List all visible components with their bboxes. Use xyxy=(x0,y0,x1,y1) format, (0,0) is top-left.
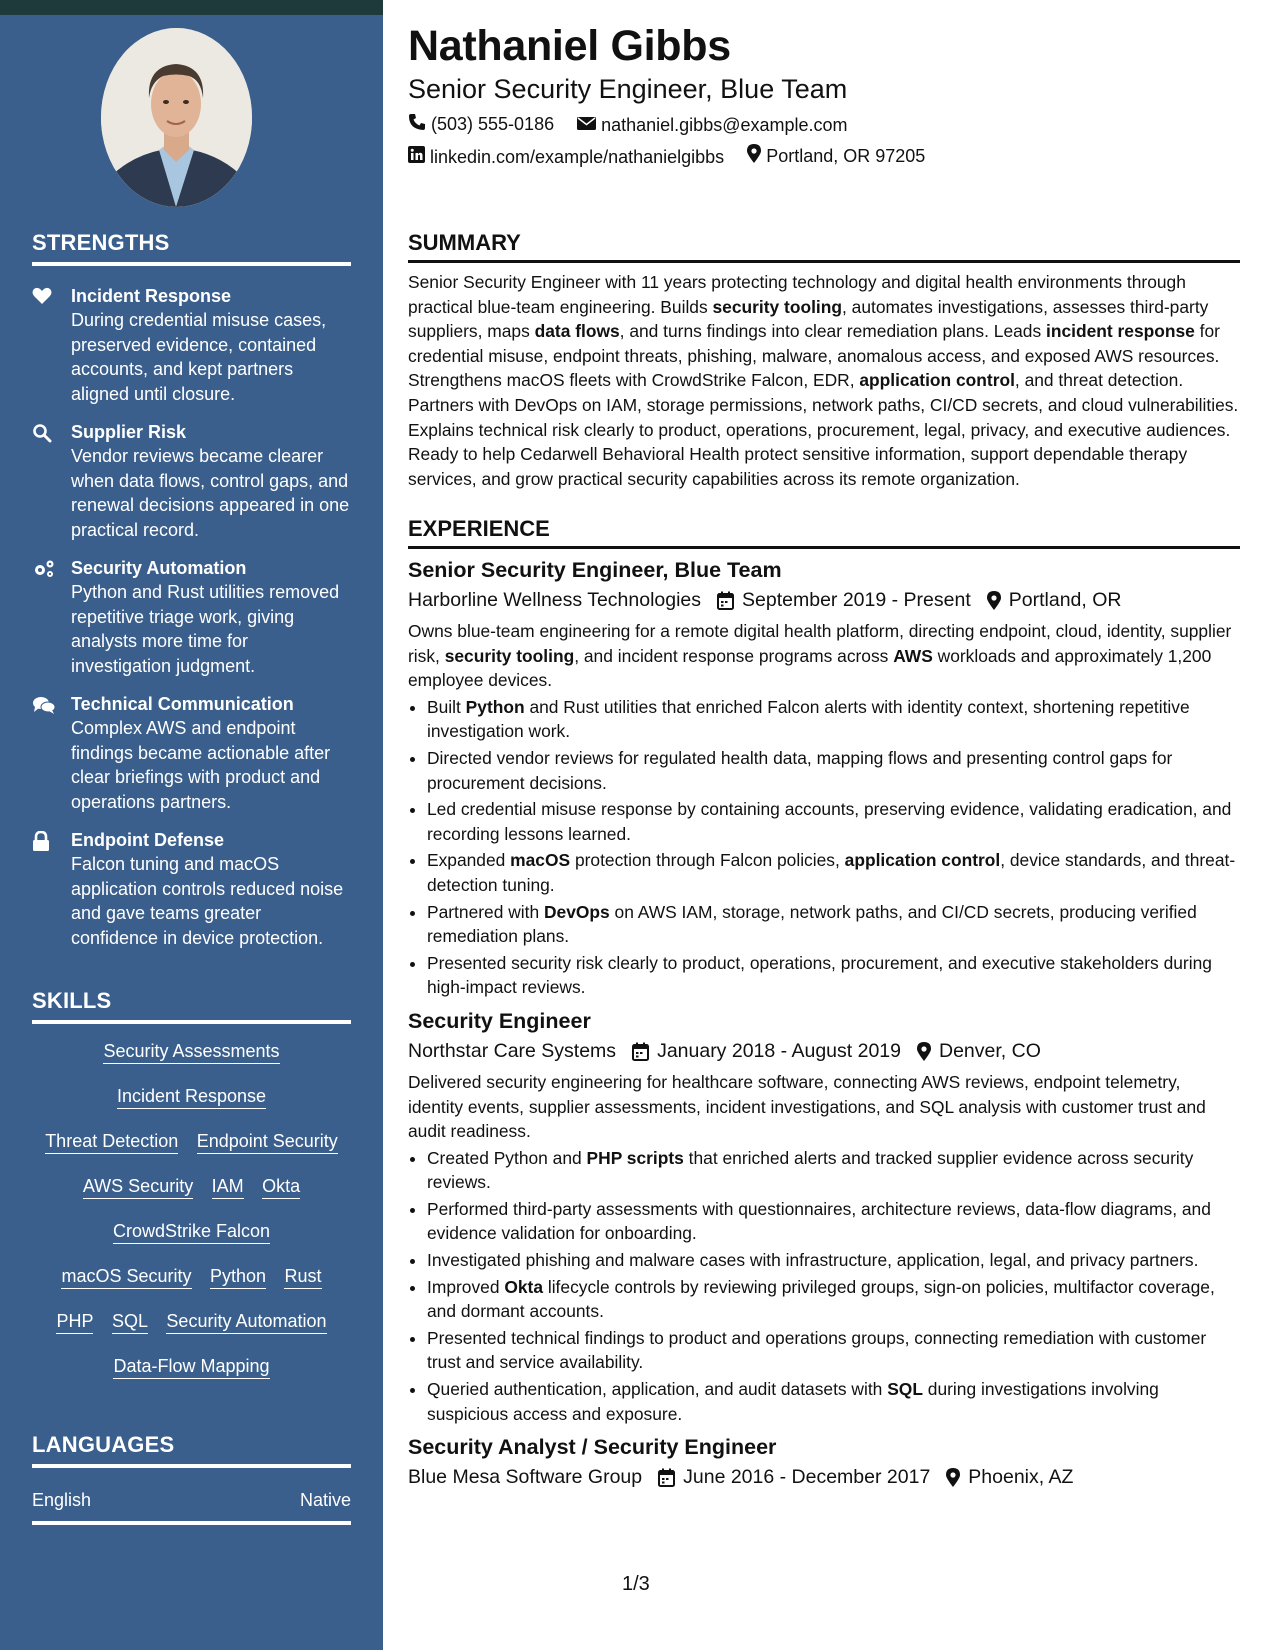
job-entry xyxy=(408,1435,1240,1489)
job-company: Harborline Wellness Technologies xyxy=(408,589,702,611)
skill-row xyxy=(32,1220,351,1246)
strength-desc: Python and Rust utilities removed repetitive triage work, giving analysts more time for investigation judgment. xyxy=(71,582,340,676)
strength-desc: Falcon tuning and macOS application controls reduced noise and gave teams greater confidence in device protection. xyxy=(71,854,344,948)
top-strip xyxy=(0,0,383,15)
profile-photo xyxy=(101,28,252,207)
map-pin-icon xyxy=(747,144,766,168)
calendar-icon xyxy=(616,1042,657,1061)
job-description: Owns blue-team engineering for a remote digital health platform, directing endpoint, cloud, identity, supplier risk, security tooling, and incident response programs across AWS workloads and approximately 1,200 employee devices. xyxy=(408,621,1232,691)
skill-tag: SQL xyxy=(112,1310,148,1334)
skill-row xyxy=(32,1040,351,1066)
strength-desc: Vendor reviews became clearer when data flows, control gaps, and renewal decisions appeared in one practical record. xyxy=(71,446,350,540)
chat-icon xyxy=(32,695,54,715)
person-headline: Senior Security Engineer, Blue Team xyxy=(408,74,848,104)
strength-item xyxy=(32,284,351,406)
strength-title: Security Automation xyxy=(71,558,247,578)
list-item: • Expanded macOS protection through Falcon policies, application control, device standards, and threat-detection tuning. xyxy=(427,848,1240,897)
summary-heading: SUMMARY xyxy=(408,230,1240,263)
linkedin-text: linkedin.com/example/nathanielgibbs xyxy=(430,146,725,167)
job-dates: January 2018 - August 2019 xyxy=(657,1039,901,1062)
strength-title: Supplier Risk xyxy=(71,422,187,442)
gears-icon xyxy=(32,559,54,579)
map-pin-icon xyxy=(901,1042,939,1061)
strength-desc: Complex AWS and endpoint findings became actionable after clear briefings with product and operations partners. xyxy=(71,718,331,812)
list-item: • Led credential misuse response by containing accounts, preserving evidence, validating eradication, and recording lessons learned. xyxy=(427,797,1240,846)
heart-icon xyxy=(32,287,54,307)
list-item: • Presented technical findings to product and operations groups, connecting remediation with customer trust and service availability. xyxy=(427,1326,1240,1375)
envelope-icon xyxy=(577,115,601,136)
skills-section xyxy=(32,988,351,1400)
job-location: Denver, CO xyxy=(939,1039,1041,1062)
job-dates: September 2019 - Present xyxy=(742,589,971,611)
skill-row xyxy=(32,1310,351,1336)
search-icon xyxy=(32,423,54,443)
list-item: • Performed third-party assessments with questionnaires, architecture reviews, data-flow diagrams, and evidence validation for onboarding. xyxy=(427,1197,1240,1246)
calendar-icon xyxy=(701,591,742,610)
experience-section xyxy=(408,516,1240,1489)
job-company: Northstar Care Systems xyxy=(408,1039,617,1062)
calendar-icon xyxy=(642,1468,683,1487)
phone-icon xyxy=(408,113,431,136)
skill-tag: Security Automation xyxy=(166,1310,326,1334)
job-title: Security Analyst / Security Engineer xyxy=(408,1435,777,1460)
language-level: Native xyxy=(299,1490,351,1510)
lock-icon xyxy=(32,831,54,851)
list-item: • Partnered with DevOps on AWS IAM, storage, network paths, and CI/CD secrets, producing verified remediation plans. xyxy=(427,900,1240,949)
experience-heading: EXPERIENCE xyxy=(408,516,1240,549)
location-text: Portland, OR 97205 xyxy=(766,145,926,166)
linkedin-contact[interactable] xyxy=(408,146,724,168)
map-pin-icon xyxy=(930,1468,968,1487)
skill-row xyxy=(32,1130,351,1156)
list-item: • Directed vendor reviews for regulated health data, mapping flows and presenting control gaps for procurement decisions. xyxy=(427,746,1240,795)
skill-tag: Python xyxy=(210,1265,266,1289)
job-location: Portland, OR xyxy=(1008,589,1122,611)
map-pin-icon xyxy=(971,591,1009,610)
strengths-section xyxy=(32,230,351,950)
job-dates: June 2016 - December 2017 xyxy=(683,1466,931,1489)
skill-tag: Data-Flow Mapping xyxy=(113,1355,269,1379)
summary-text: Senior Security Engineer with 11 years protecting technology and digital health environments through practical blue-team engineering. Builds security tooling, automates investigations, assesses third-party suppliers, maps data flows, and turns findings into clear remediation plans. Leads incident response for credential misuse, endpoint threats, phishing, malware, anomalous access, and exposed AWS resources. Strengthens macOS fleets with CrowdStrike Falcon, EDR, application control, and threat detection. Partners with DevOps on IAM, storage permissions, network paths, CI/CD secrets, and cloud vulnerabilities. Explains technical risk clearly to product, operations, procurement, legal, privacy, and executive audiences. Ready to help Cedarwell Behavioral Health protect sensitive information, support dependable therapy services, and grow practical security capabilities across its remote organization. xyxy=(408,272,1239,489)
job-company: Blue Mesa Software Group xyxy=(408,1466,643,1489)
job-title: Security Engineer xyxy=(408,1008,591,1033)
language-row xyxy=(32,1490,351,1525)
skill-tag: Threat Detection xyxy=(45,1130,178,1154)
skill-tag: Incident Response xyxy=(117,1085,266,1109)
list-item: • Improved Okta lifecycle controls by reviewing privileged groups, sign-on policies, multifactor coverage, and dormant accounts. xyxy=(427,1275,1240,1324)
contact-line xyxy=(408,144,943,168)
skill-tag: macOS Security xyxy=(61,1265,191,1289)
email-contact[interactable] xyxy=(577,115,847,136)
language-name: English xyxy=(32,1490,92,1510)
linkedin-icon xyxy=(408,146,430,168)
skill-tag: CrowdStrike Falcon xyxy=(113,1220,270,1244)
job-entry xyxy=(408,1009,1240,1426)
phone-contact[interactable] xyxy=(408,113,554,136)
skill-row xyxy=(32,1265,351,1291)
skill-row xyxy=(32,1175,351,1201)
strength-title: Endpoint Defense xyxy=(71,830,225,850)
skills-list xyxy=(32,1024,351,1381)
strength-item xyxy=(32,828,351,950)
strength-title: Technical Communication xyxy=(71,694,294,714)
job-meta xyxy=(408,1040,1240,1063)
job-bullets xyxy=(408,695,1240,1000)
skill-tag: AWS Security xyxy=(83,1175,193,1199)
email-text: nathaniel.gibbs@example.com xyxy=(601,115,848,135)
strength-item xyxy=(32,692,351,814)
skill-row xyxy=(32,1355,351,1381)
list-item: • Created Python and PHP scripts that enriched alerts and tracked supplier evidence across security reviews. xyxy=(427,1146,1240,1195)
contact-line xyxy=(408,113,866,136)
list-item: • Queried authentication, application, and audit datasets with SQL during investigations involving suspicious access and exposure. xyxy=(427,1377,1240,1426)
skill-tag: Rust xyxy=(284,1265,321,1289)
job-title: Senior Security Engineer, Blue Team xyxy=(408,558,782,582)
skill-tag: IAM xyxy=(212,1175,244,1199)
list-item: • Presented security risk clearly to product, operations, procurement, and executive stakeholders during high-impact reviews. xyxy=(427,951,1240,1000)
strengths-heading: STRENGTHS xyxy=(32,230,351,266)
person-name: Nathaniel Gibbs xyxy=(408,22,731,70)
job-description: Delivered security engineering for healthcare software, connecting AWS reviews, endpoint telemetry, identity events, supplier assessments, incident investigations, and SQL analysis with customer trust and audit readiness. xyxy=(408,1071,1206,1142)
summary-section xyxy=(408,230,1240,491)
job-location: Phoenix, AZ xyxy=(968,1466,1074,1489)
phone-text: (503) 555-0186 xyxy=(431,114,555,134)
location-contact xyxy=(747,144,925,168)
page-number: 1/3 xyxy=(622,1573,650,1595)
skills-heading: SKILLS xyxy=(32,988,351,1024)
skill-tag: PHP xyxy=(56,1310,93,1334)
strength-desc: During credential misuse cases, preserved evidence, contained accounts, and kept partners aligned until closure. xyxy=(71,310,327,404)
languages-heading: LANGUAGES xyxy=(32,1432,351,1468)
job-bullets xyxy=(408,1146,1240,1427)
skill-row xyxy=(32,1085,351,1111)
job-meta xyxy=(408,589,1240,612)
sidebar xyxy=(0,0,383,1650)
strength-item xyxy=(32,556,351,678)
skill-tag: Security Assessments xyxy=(103,1040,279,1064)
languages-section xyxy=(32,1432,351,1525)
skill-tag: Okta xyxy=(262,1175,300,1199)
strength-title: Incident Response xyxy=(71,286,232,306)
list-item: • Investigated phishing and malware cases with infrastructure, application, legal, and privacy partners. xyxy=(427,1248,1240,1273)
job-meta xyxy=(408,1466,1240,1489)
list-item: • Built Python and Rust utilities that enriched Falcon alerts with identity context, shortening repetitive investigation work. xyxy=(427,695,1240,744)
job-entry xyxy=(408,558,1240,1000)
skill-tag: Endpoint Security xyxy=(197,1130,338,1154)
strength-item xyxy=(32,420,351,542)
